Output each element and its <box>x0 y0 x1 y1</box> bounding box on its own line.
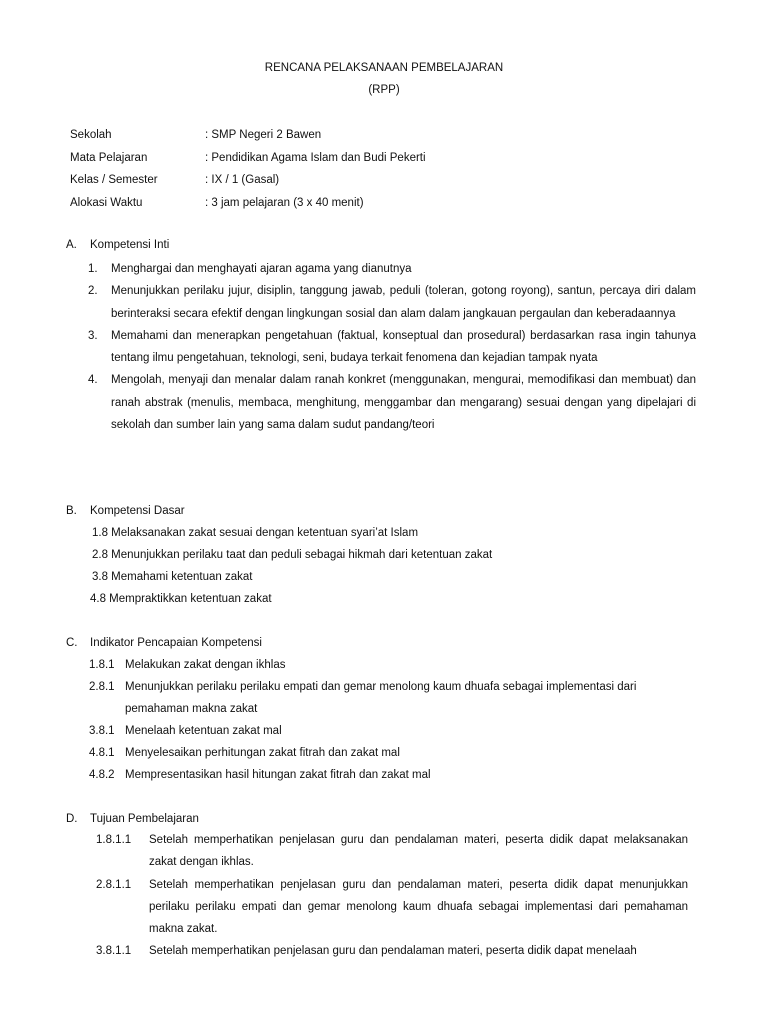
list-item <box>96 874 688 941</box>
kompetensi-dasar-item: 3.8 Memahami ketentuan zakat <box>92 571 253 583</box>
section-letter: D. <box>66 813 78 825</box>
list-item-number: 3.8.1.1 <box>96 945 132 958</box>
list-item <box>88 258 696 280</box>
document-title: RENCANA PELAKSANAAN PEMBELAJARAN <box>264 62 504 74</box>
section-heading <box>66 811 199 827</box>
list-item <box>88 369 696 436</box>
list-item <box>96 940 688 962</box>
identity-table <box>70 127 426 217</box>
section-heading <box>66 237 169 253</box>
indikator-text: Menelaah ketentuan zakat mal <box>125 725 282 737</box>
kompetensi-dasar-item: 4.8 Mempraktikkan ketentuan zakat <box>90 593 272 605</box>
list-item-number: 4. <box>88 374 98 387</box>
indikator-item <box>89 745 400 761</box>
indikator-text: Melakukan zakat dengan ikhlas <box>125 659 286 671</box>
section-title: Kompetensi Dasar <box>90 505 185 517</box>
indikator-item-continuation: pemahaman makna zakat <box>125 703 258 715</box>
identity-row <box>70 195 426 218</box>
section-letter: C. <box>66 637 78 649</box>
indikator-item <box>89 679 636 695</box>
identity-row <box>70 172 426 195</box>
document-subtitle: (RPP) <box>368 84 400 96</box>
section-heading <box>66 503 185 519</box>
identity-key: Alokasi Waktu <box>70 196 143 209</box>
indikator-number: 4.8.2 <box>89 769 115 781</box>
list-item <box>96 829 688 874</box>
list-item <box>88 325 696 370</box>
indikator-item <box>89 767 431 783</box>
indikator-text: Menunjukkan perilaku perilaku empati dan gemar menolong kaum dhuafa sebagai implementasi dari <box>125 681 637 693</box>
indikator-number: 3.8.1 <box>89 725 115 737</box>
identity-value: : SMP Negeri 2 Bawen <box>205 129 322 141</box>
section-title: Kompetensi Inti <box>90 239 170 251</box>
list-item-text: Menunjukkan perilaku jujur, disiplin, tanggung jawab, peduli (toleran, gotong royong), santun, percaya diri dalam berinteraksi secara efektif dengan lingkungan sosial dan alam dalam jangkauan pergaulan dan keberadaannya <box>111 285 696 320</box>
identity-key: Kelas / Semester <box>70 174 158 186</box>
list-item-text: Setelah memperhatikan penjelasan guru dan pendalaman materi, peserta didik dapat menunjukkan perilaku perilaku empati dan gemar menolong kaum dhuafa sebagai implementasi dari pemahaman makna zakat. <box>149 878 688 936</box>
list-item-number: 1. <box>88 263 98 275</box>
identity-row <box>70 127 426 150</box>
indikator-number: 1.8.1 <box>89 659 115 671</box>
identity-value: : IX / 1 (Gasal) <box>205 174 280 186</box>
section-title: Indikator Pencapaian Kompetensi <box>90 637 262 649</box>
indikator-item <box>89 657 285 673</box>
list-item-text: Setelah memperhatikan penjelasan guru dan pendalaman materi, peserta didik dapat melaksanakan zakat dengan ikhlas. <box>149 834 688 869</box>
list-item <box>88 280 696 325</box>
kompetensi-dasar-item: 1.8 Melaksanakan zakat sesuai dengan ketentuan syari’at Islam <box>92 527 419 539</box>
identity-key: Mata Pelajaran <box>70 151 148 164</box>
tujuan-list <box>96 829 688 963</box>
indikator-text: Menyelesaikan perhitungan zakat fitrah dan zakat mal <box>125 747 400 759</box>
list-item-text: Menghargai dan menghayati ajaran agama yang dianutnya <box>111 263 412 275</box>
list-item-text: Mengolah, menyaji dan menalar dalam ranah konkret (menggunakan, mengurai, memodifikasi dan membuat) dan ranah abstrak (menulis, membaca, menghitung, menggambar dan mengarang) sesuai dengan yang dipelajari di sekolah dan sumber lain yang sama dalam sudut pandang/teori <box>111 374 696 432</box>
list-item-number: 1.8.1.1 <box>96 834 132 846</box>
list-item-number: 3. <box>88 329 98 342</box>
identity-value: : Pendidikan Agama Islam dan Budi Pekerti <box>205 151 426 164</box>
list-item-text: Memahami dan menerapkan pengetahuan (faktual, konseptual dan prosedural) berdasarkan rasa ingin tahunya tentang ilmu pengetahuan, teknologi, seni, budaya terkait fenomena dan kejadian tampak nyata <box>111 329 696 365</box>
indikator-number: 4.8.1 <box>89 747 115 759</box>
indikator-item <box>89 723 282 739</box>
section-letter: A. <box>66 239 77 251</box>
kompetensi-dasar-item: 2.8 Menunjukkan perilaku taat dan peduli sebagai hikmah dari ketentuan zakat <box>92 549 493 561</box>
list-item-number: 2.8.1.1 <box>96 878 132 891</box>
section-letter: B. <box>66 505 77 517</box>
indikator-text: Mempresentasikan hasil hitungan zakat fitrah dan zakat mal <box>125 769 431 781</box>
list-item-text: Setelah memperhatikan penjelasan guru dan pendalaman materi, peserta didik dapat menelaah <box>149 945 637 958</box>
identity-row <box>70 150 426 173</box>
identity-key: Sekolah <box>70 129 112 141</box>
kompetensi-inti-list <box>88 258 696 436</box>
section-heading <box>66 635 262 651</box>
section-title: Tujuan Pembelajaran <box>90 813 199 825</box>
identity-value: : 3 jam pelajaran (3 x 40 menit) <box>205 196 364 209</box>
list-item-number: 2. <box>88 285 98 298</box>
indikator-number: 2.8.1 <box>89 681 115 693</box>
